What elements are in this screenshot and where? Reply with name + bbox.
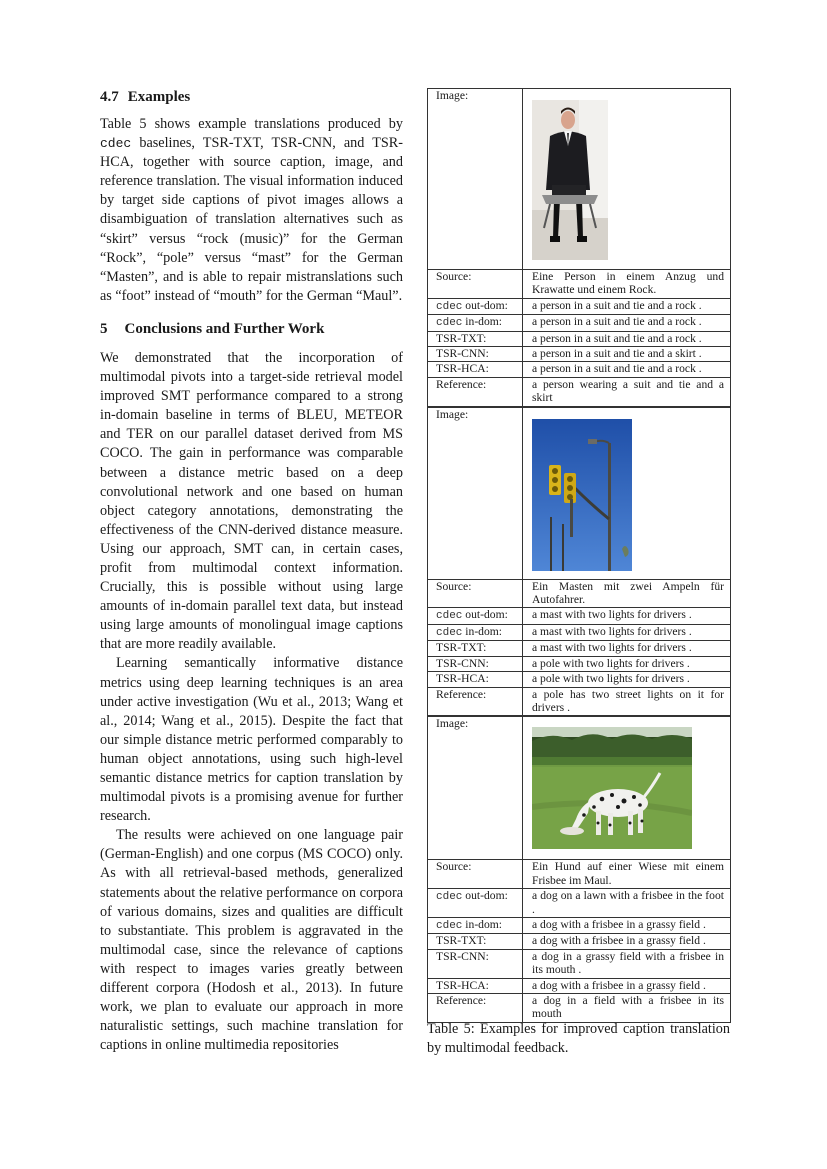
row-label: TSR-TXT: — [428, 934, 523, 948]
row-value: a mast with two lights for drivers . — [532, 608, 692, 622]
row-value: a person in a suit and tie and a rock . — [532, 298, 702, 312]
row-label — [428, 918, 523, 933]
row-label: TSR-CNN: — [428, 950, 523, 978]
table-row — [428, 298, 730, 314]
image-label: Image: — [428, 408, 523, 579]
table-row — [428, 859, 730, 888]
row-value: a person in a suit and tie and a rock . — [532, 362, 702, 376]
table-row — [428, 993, 730, 1022]
cdec-mono: cdec — [436, 891, 463, 904]
row-label — [428, 608, 523, 623]
row-label — [428, 315, 523, 330]
cdec-mono: cdec — [436, 919, 463, 932]
table-row — [428, 346, 730, 361]
row-value: a person in a suit and tie and a skirt . — [532, 347, 702, 361]
table-5 — [427, 88, 731, 1023]
section-number: 5 — [100, 320, 108, 337]
table-row — [428, 933, 730, 948]
cdec-mono: cdec — [436, 626, 463, 639]
table-row — [428, 949, 730, 978]
table-row — [428, 917, 730, 933]
table-row — [428, 331, 730, 346]
row-label: TSR-CNN: — [428, 657, 523, 671]
image-row — [428, 408, 730, 579]
section-5-heading — [100, 320, 403, 339]
row-value: a dog in a field with a frisbee in its mouth — [532, 993, 724, 1021]
section-4-7-paragraph — [100, 115, 403, 306]
table-row — [428, 624, 730, 640]
example-block — [428, 715, 730, 1021]
image-cell — [523, 408, 730, 579]
row-label: TSR-HCA: — [428, 362, 523, 376]
table-row — [428, 671, 730, 686]
row-value: a dog with a frisbee in a grassy field . — [532, 917, 706, 931]
row-value: a person in a suit and tie and a rock . — [532, 315, 702, 329]
table-caption: Table 5: Examples for improved caption translation by multimodal feedback. — [427, 1021, 730, 1056]
row-value: a mast with two lights for drivers . — [532, 624, 692, 638]
row-label: Reference: — [428, 688, 523, 716]
row-label: Reference: — [428, 378, 523, 406]
row-value: a pole has two street lights on it for drivers . — [532, 687, 724, 714]
table-row — [428, 314, 730, 330]
row-value: a mast with two lights for drivers . — [532, 641, 692, 655]
row-label: TSR-HCA: — [428, 672, 523, 686]
table-row — [428, 656, 730, 671]
label-text: out-dom: — [462, 889, 508, 903]
section-number: 4.7 — [100, 89, 119, 105]
table-row — [428, 888, 730, 917]
row-label: Source: — [428, 580, 523, 608]
cdec-mono: cdec — [436, 610, 463, 623]
table-row — [428, 978, 730, 993]
table-row — [428, 607, 730, 623]
conclusion-paragraph-3: The results were achieved on one language pair (German-English) and one corpus (MS COCO) only. As with all retrieval-based methods, generalized statements about the relative performance on corpora of various domains, sizes and qualities are difficult to substantiate. This problem is aggravated in the multimodal case, since the relevance of captions with respect to images varies greatly between different corpora (Hodosh et al., 2013). In future work, we plan to evaluate our approach in more naturalistic settings, such machine translation for captions in online multimedia repositories — [100, 827, 403, 1054]
row-label: TSR-TXT: — [428, 641, 523, 655]
table-row — [428, 377, 730, 406]
row-value: a person wearing a suit and tie and a skirt — [532, 377, 724, 405]
row-value: a pole with two lights for drivers . — [532, 672, 690, 686]
cdec-mono: cdec — [436, 317, 463, 330]
table-row — [428, 361, 730, 376]
dalmatian-image — [532, 727, 692, 849]
table-row — [428, 640, 730, 655]
example-block — [428, 89, 730, 406]
table-row — [428, 579, 730, 608]
row-label: TSR-TXT: — [428, 332, 523, 346]
image-cell — [523, 89, 730, 269]
section-title: Examples — [127, 89, 191, 105]
cdec-mono: cdec — [436, 300, 463, 313]
image-label: Image: — [428, 717, 523, 859]
cdec-mono: cdec — [100, 136, 132, 152]
image-label: Image: — [428, 89, 523, 269]
example-block — [428, 406, 730, 716]
image-row — [428, 717, 730, 859]
para-text: baselines, TSR-TXT, TSR-CNN, and TSR-HCA, together with source caption, image, and reference translation. The visual information induced by target side captions of pivot images allows a disambiguation of translation alternatives such as “skirt” versus “rock (music)” for the German “Rock”, “pole” versus “mast” for the German “Masten”, and is able to repair mistranslations such as “foot” instead of “mouth” for the German “Maul”. — [100, 135, 403, 304]
row-value: a dog with a frisbee in a grassy field . — [532, 934, 706, 948]
label-text: in-dom: — [462, 624, 503, 638]
label-text: in-dom: — [462, 315, 503, 329]
left-column — [100, 88, 403, 1055]
conclusion-paragraph-1: We demonstrated that the incorporation of multimodal pivots into a target-side retrieval model improved SMT performance compared to a strong in-domain baseline in terms of BLEU, METEOR and TER on our parallel dataset derived from MS COCO. The gain in performance was comparable between a distance metric based on a deep convolutional network and one based on human object category annotations, demonstrating the effectiveness of the CNN-derived distance measure. Using our approach, SMT can, in certain cases, profit from multimodal context information. Crucially, this is possible without using large amounts of in-domain parallel text data, but instead using large amounts of monolingual image captions that are more readily available. — [100, 349, 403, 653]
row-value: Eine Person in einem Anzug und Krawatte und einem Rock. — [532, 270, 724, 297]
row-value: a dog with a frisbee in a grassy field . — [532, 978, 706, 992]
table-row — [428, 269, 730, 298]
row-label: Reference: — [428, 994, 523, 1022]
row-value: a pole with two lights for drivers . — [532, 656, 690, 670]
label-text: out-dom: — [462, 608, 508, 622]
section-title: Conclusions and Further Work — [124, 320, 325, 337]
image-row — [428, 89, 730, 269]
row-label: Source: — [428, 860, 523, 888]
row-value: Ein Hund auf einer Wiese mit einem Frisbee im Maul. — [532, 860, 724, 887]
row-value: Ein Masten mit zwei Ampeln für Autofahrer. — [532, 579, 724, 607]
row-value: a dog on a lawn with a frisbee in the foot . — [532, 889, 724, 916]
person-in-suit-image — [532, 100, 608, 260]
row-label: Source: — [428, 270, 523, 298]
label-text: in-dom: — [462, 917, 503, 931]
row-label: TSR-HCA: — [428, 979, 523, 993]
label-text: out-dom: — [462, 298, 508, 312]
row-value: a person in a suit and tie and a rock . — [532, 331, 702, 345]
row-value: a dog in a grassy field with a frisbee in its mouth . — [532, 949, 724, 977]
section-4-7-heading — [100, 88, 403, 107]
row-label — [428, 625, 523, 640]
traffic-lights-image — [532, 419, 632, 571]
row-label — [428, 889, 523, 917]
conclusion-paragraph-2: Learning semantically informative distance metrics using deep learning techniques is an area under active investigation (Wu et al., 2013; Wang et al., 2014; Wang et al., 2015). Despite the fact that our simple distance metric performed comparably to human object annotations, using such high-level semantic distance metrics for caption translation by multimodal pivots is a promising avenue for further research. — [100, 655, 403, 825]
table-row — [428, 687, 730, 716]
row-label — [428, 299, 523, 314]
row-label: TSR-CNN: — [428, 347, 523, 361]
image-cell — [523, 717, 730, 859]
para-text: Table 5 shows example translations produced by — [100, 116, 403, 132]
